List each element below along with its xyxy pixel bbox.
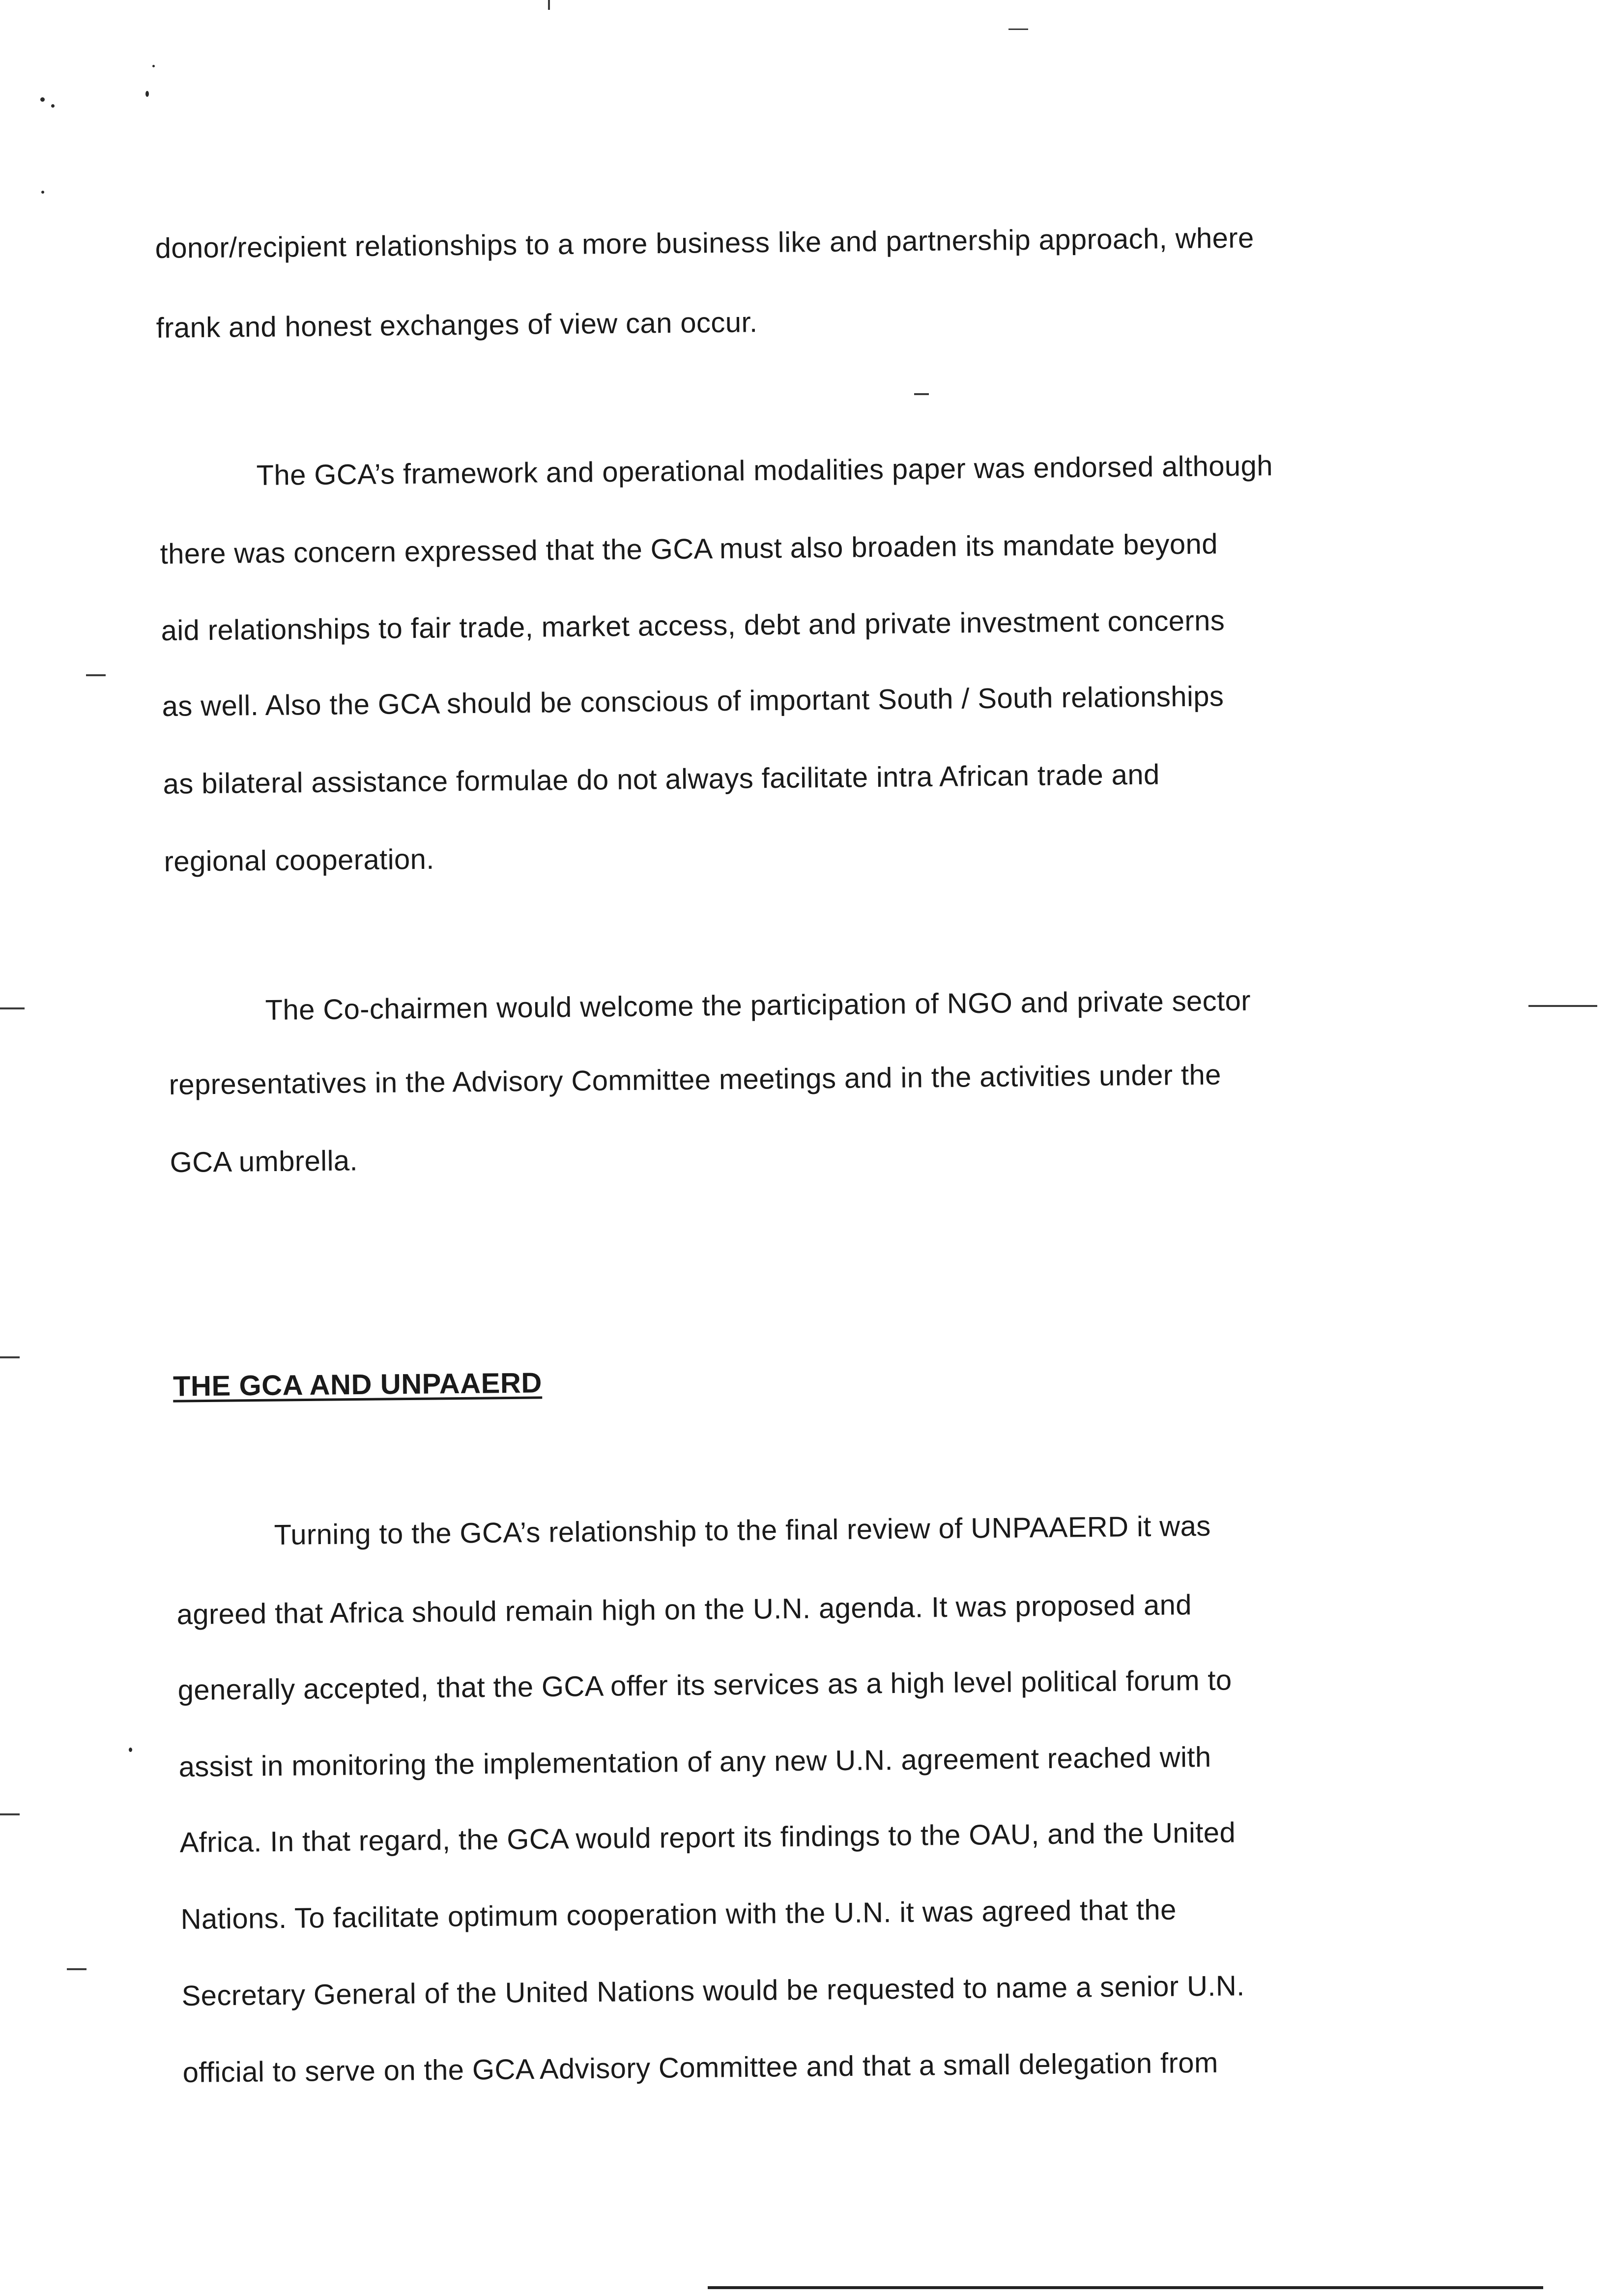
paragraph-4-line-2: agreed that Africa should remain high on the U.N. agenda. It was proposed and [176,1589,1192,1631]
bottom-edge-rule [708,2286,1543,2289]
paragraph-3-line-1: The Co-chairmen would welcome the participation of NGO and private sector [265,984,1251,1027]
paragraph-2-line-3: aid relationships to fair trade, market access, debt and private investment concerns [161,604,1225,647]
paragraph-1-line-2: frank and honest exchanges of view can occur. [156,306,758,344]
scan-mark [1528,1005,1597,1007]
paragraph-4-line-3: generally accepted, that the GCA offer its services as a high level political forum to [177,1664,1232,1707]
paragraph-4-line-4: assist in monitoring the implementation of any new U.N. agreement reached with [178,1741,1211,1783]
paragraph-4-line-5: Africa. In that regard, the GCA would report its findings to the OAU, and the United [179,1816,1236,1859]
scan-mark [548,0,550,10]
paragraph-2-line-6: regional cooperation. [164,843,435,878]
paragraph-4-line-1: Turning to the GCA’s relationship to the final review of UNPAAERD it was [274,1510,1211,1551]
paragraph-4-line-7: Secretary General of the United Nations would be requested to name a senior U.N. [181,1970,1245,2012]
scan-speck [41,191,44,194]
paragraph-4-line-8: official to serve on the GCA Advisory Committee and that a small delegation from [182,2046,1218,2089]
paragraph-2-line-1: The GCA’s framework and operational modalities paper was endorsed although [256,450,1273,492]
scan-speck [40,97,45,102]
scan-speck [51,104,55,108]
paragraph-2-line-2: there was concern expressed that the GCA must also broaden its mandate beyond [160,528,1218,571]
scan-mark [0,1356,20,1358]
paragraph-3-line-3: GCA umbrella. [170,1145,358,1179]
paragraph-3-line-2: representatives in the Advisory Committee meetings and in the activities under the [169,1059,1222,1101]
scan-mark [914,393,929,395]
scan-speck [145,91,149,97]
paragraph-2-line-5: as bilateral assistance formulae do not always facilitate intra African trade and [163,758,1160,801]
paragraph-4-line-6: Nations. To facilitate optimum cooperation with the U.N. it was agreed that the [180,1894,1177,1936]
scan-mark [0,1007,25,1009]
section-heading: THE GCA AND UNPAAERD [173,1367,543,1403]
scan-mark [67,1968,86,1970]
paragraph-2-line-4: as well. Also the GCA should be conscious of important South / South relationships [162,680,1224,723]
scan-mark [1008,29,1028,30]
scan-mark [0,1813,20,1815]
scan-mark [86,674,106,676]
paragraph-1-line-1: donor/recipient relationships to a more business like and partnership approach, where [155,222,1254,265]
scan-speck [152,65,155,67]
scan-speck [129,1748,132,1752]
